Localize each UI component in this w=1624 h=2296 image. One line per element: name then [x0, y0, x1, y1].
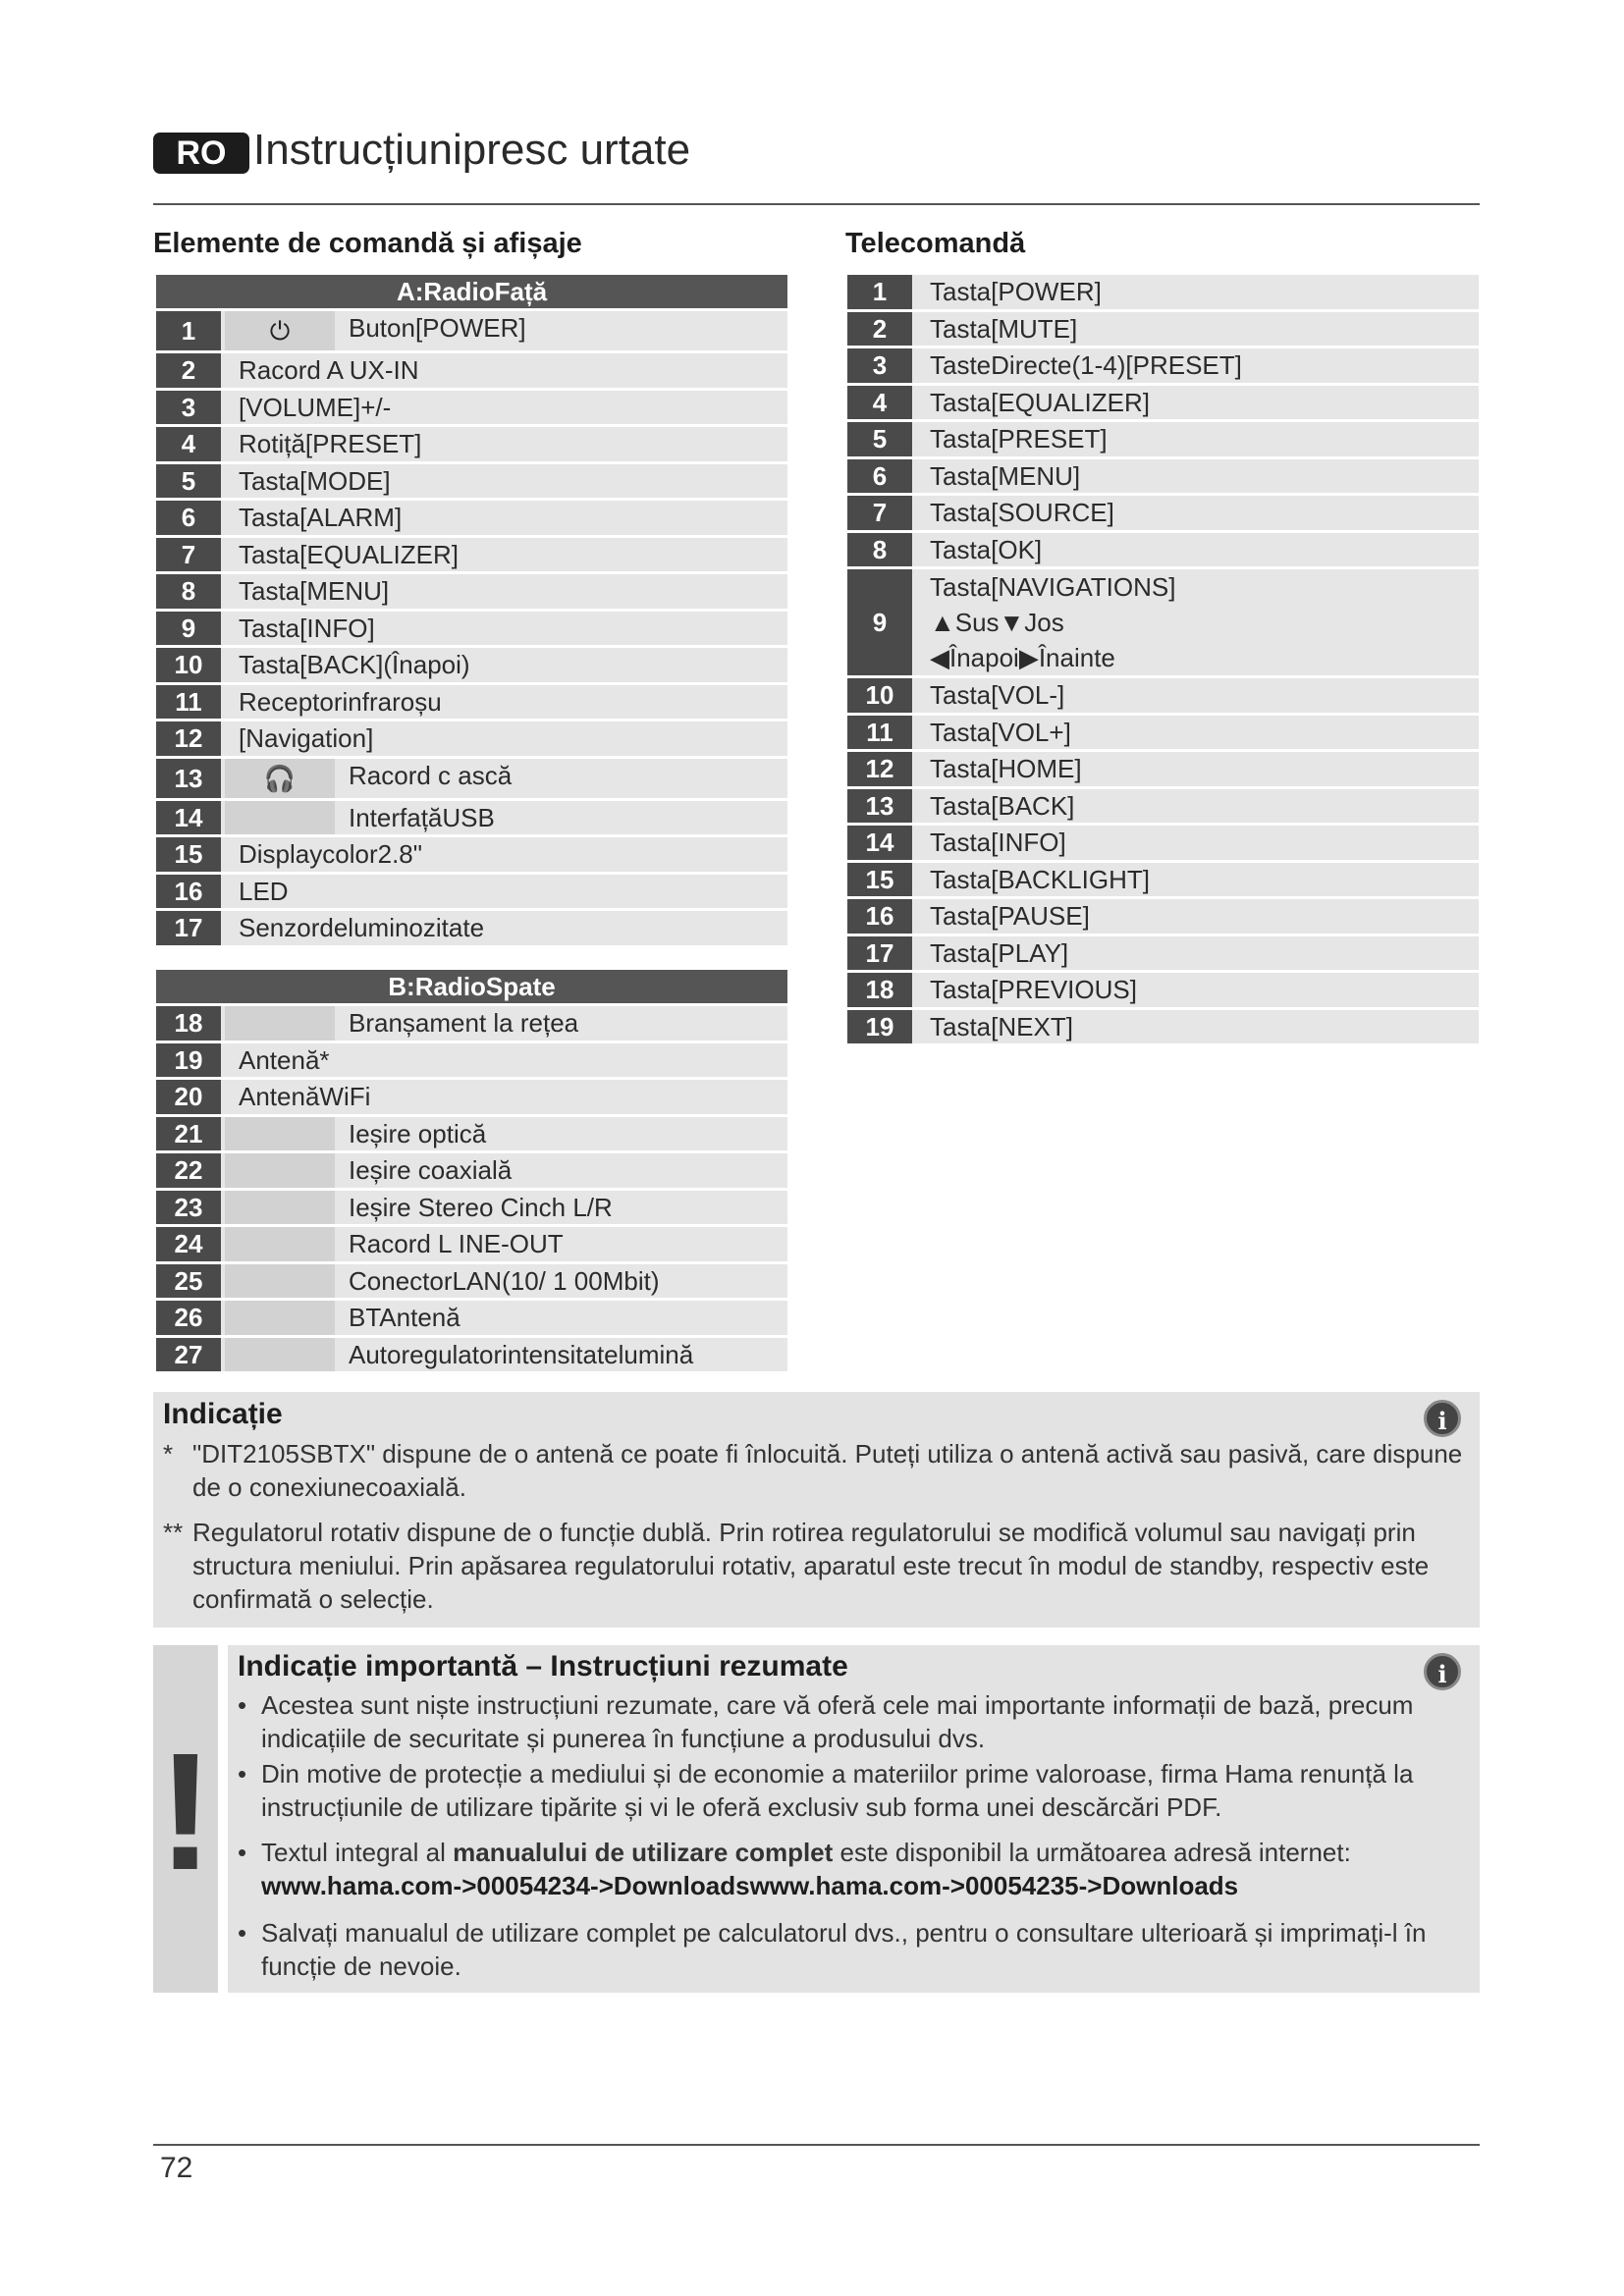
row-label: [VOLUME]+/- [239, 392, 392, 422]
table-row [156, 391, 787, 425]
table-row [847, 459, 1479, 494]
row-number: 9 [156, 612, 221, 646]
row-label: Tasta[INFO] [239, 613, 375, 643]
controls-heading: Elemente de comandă și afișaje [153, 228, 582, 259]
row-number: 1 [156, 311, 221, 350]
note-item [163, 1437, 1469, 1504]
table-row [156, 721, 787, 756]
table-row [156, 685, 787, 720]
icon-cell [225, 1264, 335, 1299]
table-row [156, 501, 787, 535]
row-label: Antenă* [239, 1044, 330, 1075]
row-label: Tasta[MODE] [239, 465, 391, 496]
icon-cell [225, 1338, 335, 1372]
row-number: 11 [847, 716, 912, 750]
table-row [847, 863, 1479, 897]
row-number: 1 [847, 275, 912, 309]
row-number: 22 [156, 1153, 221, 1188]
row-number: 6 [847, 459, 912, 494]
row-number: 12 [847, 752, 912, 786]
row-number: 17 [847, 936, 912, 971]
icon-cell [225, 1006, 335, 1041]
table-row [847, 533, 1479, 567]
bullet-text: Salvați manualul de utilizare complet pe calculatorul dvs., pentru o consultare ulterioară și imprimați-l în funcție de nevoie. [261, 1918, 1427, 1981]
row-label: Tasta[HOME] [930, 754, 1082, 783]
icon-cell [225, 1301, 335, 1335]
note-mark: ** [163, 1518, 184, 1547]
table-row [156, 612, 787, 646]
row-label: Autoregulatorintensitatelumină [349, 1339, 694, 1369]
remote-heading: Telecomandă [845, 228, 1026, 259]
row-number: 7 [847, 496, 912, 530]
headphones-icon: 🎧 [225, 759, 335, 798]
row-number: 15 [156, 837, 221, 872]
bullet-text: Acestea sunt niște instrucțiuni rezumate, care vă oferă cele mai importante informații de bază, precum indicațiile de securitate și punerea în funcțiune a produsului dvs. [261, 1690, 1414, 1753]
table-row [156, 1006, 787, 1041]
note-title: Indicație [163, 1398, 283, 1430]
bullet-dot: • [238, 1838, 247, 1867]
table-row [156, 1227, 787, 1261]
row-label: Tasta[PAUSE] [930, 901, 1090, 931]
language-badge: RO [153, 133, 249, 174]
table-row [847, 789, 1479, 824]
icon-cell [225, 1153, 335, 1188]
row-number: 12 [156, 721, 221, 756]
table-row [156, 538, 787, 572]
bullet-item [238, 1916, 1467, 1983]
table-row [156, 353, 787, 388]
row-label: Tasta[PRESET] [930, 424, 1108, 454]
icon-cell [225, 1191, 335, 1225]
row-number: 5 [847, 422, 912, 456]
bullet-item [238, 1757, 1467, 1824]
row-number: 18 [156, 1006, 221, 1041]
row-label: Tasta[VOL-] [930, 680, 1065, 710]
row-number: 8 [847, 533, 912, 567]
table-row [156, 1191, 787, 1225]
bullet-item [238, 1836, 1467, 1902]
important-note-box [153, 1645, 1480, 1993]
navigation-direction-line: ▲Sus▼Jos [930, 608, 1064, 637]
row-label: Tasta[SOURCE] [930, 498, 1114, 527]
row-label: Displaycolor2.8" [239, 839, 422, 869]
row-number: 10 [156, 648, 221, 682]
table-row [847, 569, 1479, 675]
page-number: 72 [160, 2152, 193, 2184]
info-icon: i [1424, 1400, 1461, 1437]
row-number: 20 [156, 1080, 221, 1114]
row-number: 27 [156, 1338, 221, 1372]
row-label: Rotiță[PRESET] [239, 429, 422, 458]
table-row [156, 1117, 787, 1151]
rear-controls-table [156, 970, 787, 1374]
table-row [156, 875, 787, 909]
exclamation-panel [153, 1645, 218, 1993]
table-row [847, 1010, 1479, 1044]
row-number: 7 [156, 538, 221, 572]
table-row [156, 464, 787, 499]
row-number: 3 [156, 391, 221, 425]
row-label: Buton[POWER] [349, 313, 526, 343]
table-title: A:RadioFață [156, 275, 787, 308]
note-box [153, 1392, 1480, 1628]
table-row [847, 752, 1479, 786]
row-label: Racord L INE-OUT [349, 1229, 564, 1258]
row-number: 24 [156, 1227, 221, 1261]
table-row [156, 648, 787, 682]
row-number: 23 [156, 1191, 221, 1225]
table-row [156, 1264, 787, 1299]
table-row [847, 678, 1479, 713]
row-number: 4 [847, 386, 912, 420]
row-label: LED [239, 876, 289, 906]
table-row [156, 801, 787, 835]
row-label: BTAntenă [349, 1303, 460, 1332]
row-number: 2 [847, 312, 912, 347]
table-row [847, 422, 1479, 456]
row-number: 26 [156, 1301, 221, 1335]
row-label: Tasta[BACK] [930, 790, 1075, 821]
row-label: Receptorinfraroșu [239, 686, 442, 717]
row-number: 5 [156, 464, 221, 499]
table-row [156, 1080, 787, 1114]
row-label: Tasta[EQUALIZER] [239, 539, 459, 569]
table-row [156, 1338, 787, 1372]
row-number: 9 [847, 569, 912, 675]
row-label: AntenăWiFi [239, 1082, 371, 1111]
bullet-bold-text: manualului de utilizare complet [453, 1838, 834, 1867]
warning-icon: ! [157, 1719, 214, 1905]
row-label: Ieșire optică [349, 1118, 487, 1148]
row-number: 10 [847, 678, 912, 713]
remote-control-table [847, 275, 1479, 1046]
icon-cell [225, 1227, 335, 1261]
row-number: 25 [156, 1264, 221, 1299]
row-label: Ieșire Stereo Cinch L/R [349, 1192, 613, 1222]
panel-divider [218, 1645, 228, 1993]
table-row [847, 348, 1479, 383]
row-number: 19 [847, 1010, 912, 1044]
icon-cell [225, 801, 335, 835]
power-icon: ⏻ [225, 311, 335, 350]
row-number: 13 [156, 759, 221, 798]
table-row [847, 496, 1479, 530]
row-number: 14 [847, 826, 912, 860]
row-label [930, 569, 1175, 675]
row-label: Tasta[ALARM] [239, 503, 403, 532]
table-row [847, 716, 1479, 750]
table-row [156, 574, 787, 609]
row-number: 19 [156, 1043, 221, 1078]
row-label: Tasta[PLAY] [930, 937, 1069, 968]
footer-divider [153, 2144, 1480, 2146]
bullet-text: Textul integral al [261, 1838, 454, 1867]
row-label: Tasta[MENU] [239, 576, 390, 606]
note-item-text: "DIT2105SBTX" dispune de o antenă ce poate fi înlocuită. Puteți utiliza o antenă activă sau pasivă, care dispune de o conexiunecoaxială. [192, 1439, 1463, 1502]
front-controls-table [156, 275, 787, 948]
table-row [847, 312, 1479, 347]
row-number: 6 [156, 501, 221, 535]
note-title: Indicație importantă – Instrucțiuni rezumate [238, 1650, 848, 1682]
row-number: 21 [156, 1117, 221, 1151]
table-row [156, 311, 787, 350]
row-label: Tasta[PREVIOUS] [930, 975, 1137, 1004]
table-row [156, 759, 787, 798]
row-label: Tasta[VOL+] [930, 717, 1071, 747]
bullet-dot: • [238, 1690, 247, 1720]
row-number: 15 [847, 863, 912, 897]
table-row [156, 1153, 787, 1188]
note-item-text: Regulatorul rotativ dispune de o funcție dublă. Prin rotirea regulatorului se modifică volumul sau navigați prin structura meniului. Prin apăsarea regulatorului rotativ, aparatul este trecut în modul de standby, respectiv este confirmată o selecție. [192, 1518, 1430, 1614]
row-number: 16 [847, 899, 912, 934]
row-label: [Navigation] [239, 723, 374, 753]
bullet-item [238, 1688, 1467, 1755]
row-number: 16 [156, 875, 221, 909]
row-label: Tasta[POWER] [930, 277, 1102, 306]
row-label: Tasta[MENU] [930, 460, 1081, 491]
row-label-line: Tasta[NAVIGATIONS] [930, 572, 1176, 602]
table-title: B:RadioSpate [156, 970, 787, 1003]
row-number: 13 [847, 789, 912, 824]
row-label: Tasta[OK] [930, 534, 1043, 564]
row-label: Tasta[BACKLIGHT] [930, 864, 1150, 894]
row-label: Branșament la rețea [349, 1008, 579, 1038]
info-icon: i [1424, 1653, 1461, 1690]
icon-cell [225, 1117, 335, 1151]
header-divider [153, 203, 1480, 205]
row-label: TasteDirecte(1-4)[PRESET] [930, 350, 1242, 380]
row-label: Tasta[INFO] [930, 828, 1066, 857]
table-row [847, 936, 1479, 971]
row-number: 8 [156, 574, 221, 609]
row-number: 3 [847, 348, 912, 383]
navigation-direction-line: ◀Înapoi▶Înainte [930, 643, 1115, 672]
download-url[interactable]: www.hama.com->00054234->Downloadswww.hama.com->00054235->Downloads [261, 1871, 1239, 1900]
row-label: Tasta[MUTE] [930, 313, 1078, 344]
table-row [847, 826, 1479, 860]
table-row [156, 837, 787, 872]
row-label: Tasta[EQUALIZER] [930, 387, 1150, 417]
row-label: Tasta[NEXT] [930, 1011, 1073, 1041]
table-row [847, 973, 1479, 1007]
row-label: ConectorLAN(10/ 1 00Mbit) [349, 1265, 660, 1296]
row-number: 2 [156, 353, 221, 388]
row-number: 18 [847, 973, 912, 1007]
row-label: Racord c ască [349, 760, 513, 790]
bullet-text: este disponibil la următoarea adresă internet: [833, 1838, 1351, 1867]
row-label: Senzordeluminozitate [239, 913, 485, 942]
table-row [847, 386, 1479, 420]
row-number: 11 [156, 685, 221, 720]
row-label: Tasta[BACK](Înapoi) [239, 650, 470, 679]
row-label: InterfațăUSB [349, 802, 495, 832]
page-title: Instrucțiunipresc urtate [253, 126, 691, 174]
bullet-dot: • [238, 1759, 247, 1789]
table-row [156, 1301, 787, 1335]
table-row [156, 1043, 787, 1078]
row-number: 4 [156, 427, 221, 461]
row-label: Ieșire coaxială [349, 1155, 513, 1185]
table-row [847, 275, 1479, 309]
row-number: 17 [156, 911, 221, 945]
bullet-dot: • [238, 1918, 247, 1948]
note-item [163, 1516, 1469, 1616]
row-number: 14 [156, 801, 221, 835]
note-mark: * [163, 1439, 174, 1468]
row-label: Racord A UX-IN [239, 355, 419, 385]
table-row [156, 427, 787, 461]
bullet-text: Din motive de protecție a mediului și de economie a materiilor prime valoroase, firma Hama renunță la instrucțiunile de utilizare tipărite și vi le oferă exclusiv sub forma unei descărcări PDF. [261, 1759, 1414, 1822]
table-row [156, 911, 787, 945]
table-row [847, 899, 1479, 934]
